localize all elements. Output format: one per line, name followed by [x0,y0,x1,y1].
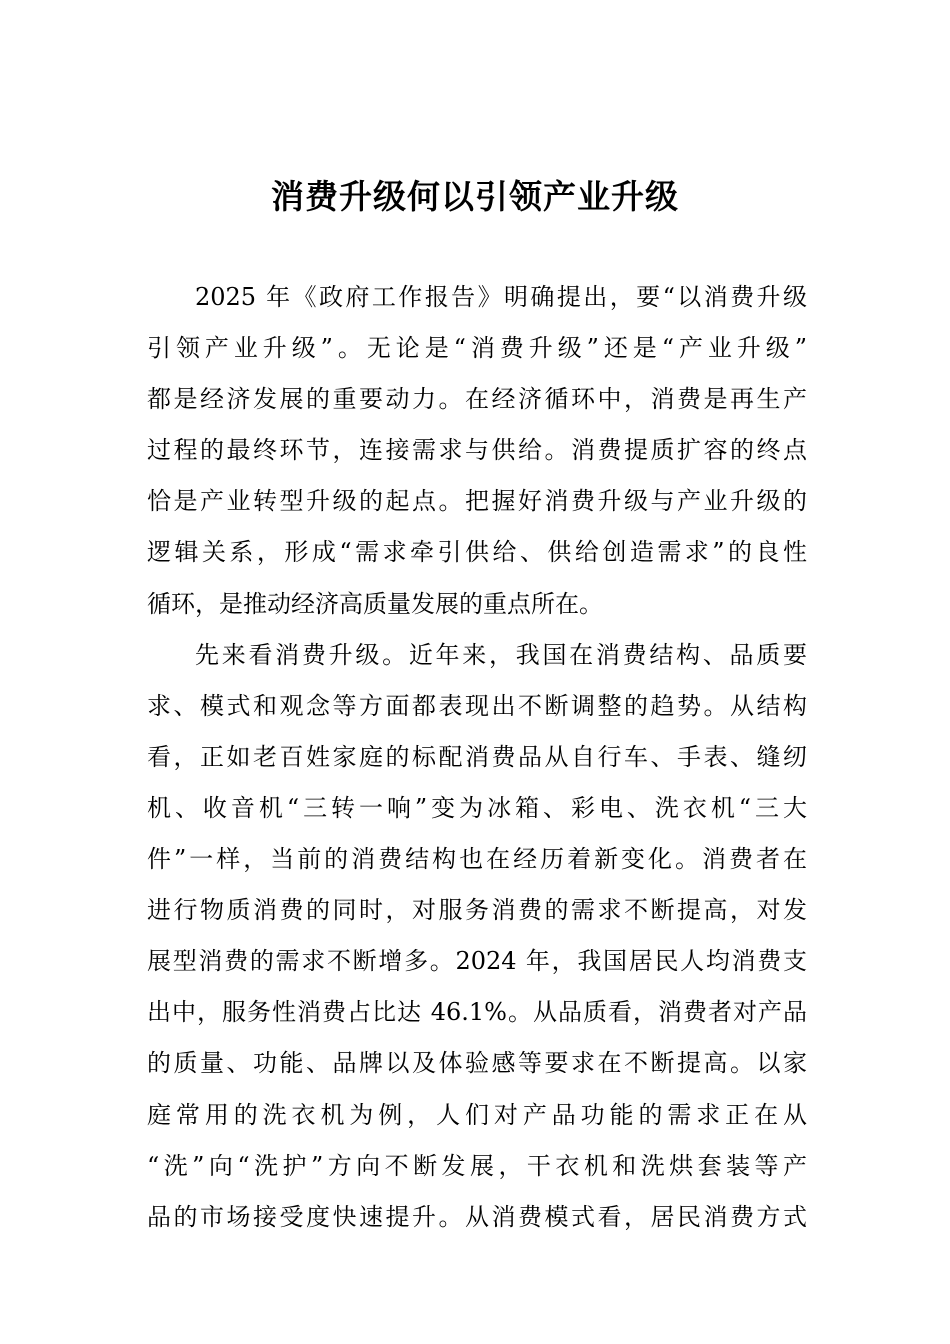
body-text-line: 逻辑关系，形成“需求牵引供给、供给创造需求”的良性 [147,538,807,567]
body-text-line: 都是经济发展的重要动力。在经济循环中，消费是再生产 [147,385,807,414]
body-text-line: 先来看消费升级。近年来，我国在消费结构、品质要 [195,640,807,669]
body-text-line: 引领产业升级”。无论是“消费升级”还是“产业升级” [147,334,807,363]
body-text-line: “洗”向“洗护”方向不断发展，干衣机和洗烘套装等产 [147,1151,807,1180]
body-text-line: 庭常用的洗衣机为例，人们对产品功能的需求正在从 [147,1100,807,1129]
body-text-line: 进行物质消费的同时，对服务消费的需求不断提高，对发 [147,896,807,925]
body-text-line: 2025 年《政府工作报告》明确提出，要“以消费升级 [195,283,807,311]
body-text-line: 展型消费的需求不断增多。2024 年，我国居民人均消费支 [147,947,807,976]
document-title: 消费升级何以引领产业升级 [271,177,679,216]
body-text-line: 求、模式和观念等方面都表现出不断调整的趋势。从结构 [147,691,807,720]
body-text-line: 件”一样，当前的消费结构也在经历着新变化。消费者在 [147,845,807,874]
body-text-line: 过程的最终环节，连接需求与供给。消费提质扩容的终点 [147,436,807,465]
body-text-line: 恰是产业转型升级的起点。把握好消费升级与产业升级的 [147,487,807,516]
body-text-line: 循环，是推动经济高质量发展的重点所在。 [147,589,603,618]
body-text-line: 的质量、功能、品牌以及体验感等要求在不断提高。以家 [147,1049,807,1078]
body-text-line: 品的市场接受度快速提升。从消费模式看，居民消费方式 [147,1202,807,1231]
document-body [147,272,807,1243]
body-text-line: 看，正如老百姓家庭的标配消费品从自行车、手表、缝纫 [147,742,807,771]
body-text-line: 机、收音机“三转一响”变为冰箱、彩电、洗衣机“三大 [147,793,807,822]
body-text-line: 出中，服务性消费占比达 46.1%。从品质看，消费者对产品 [147,998,807,1027]
